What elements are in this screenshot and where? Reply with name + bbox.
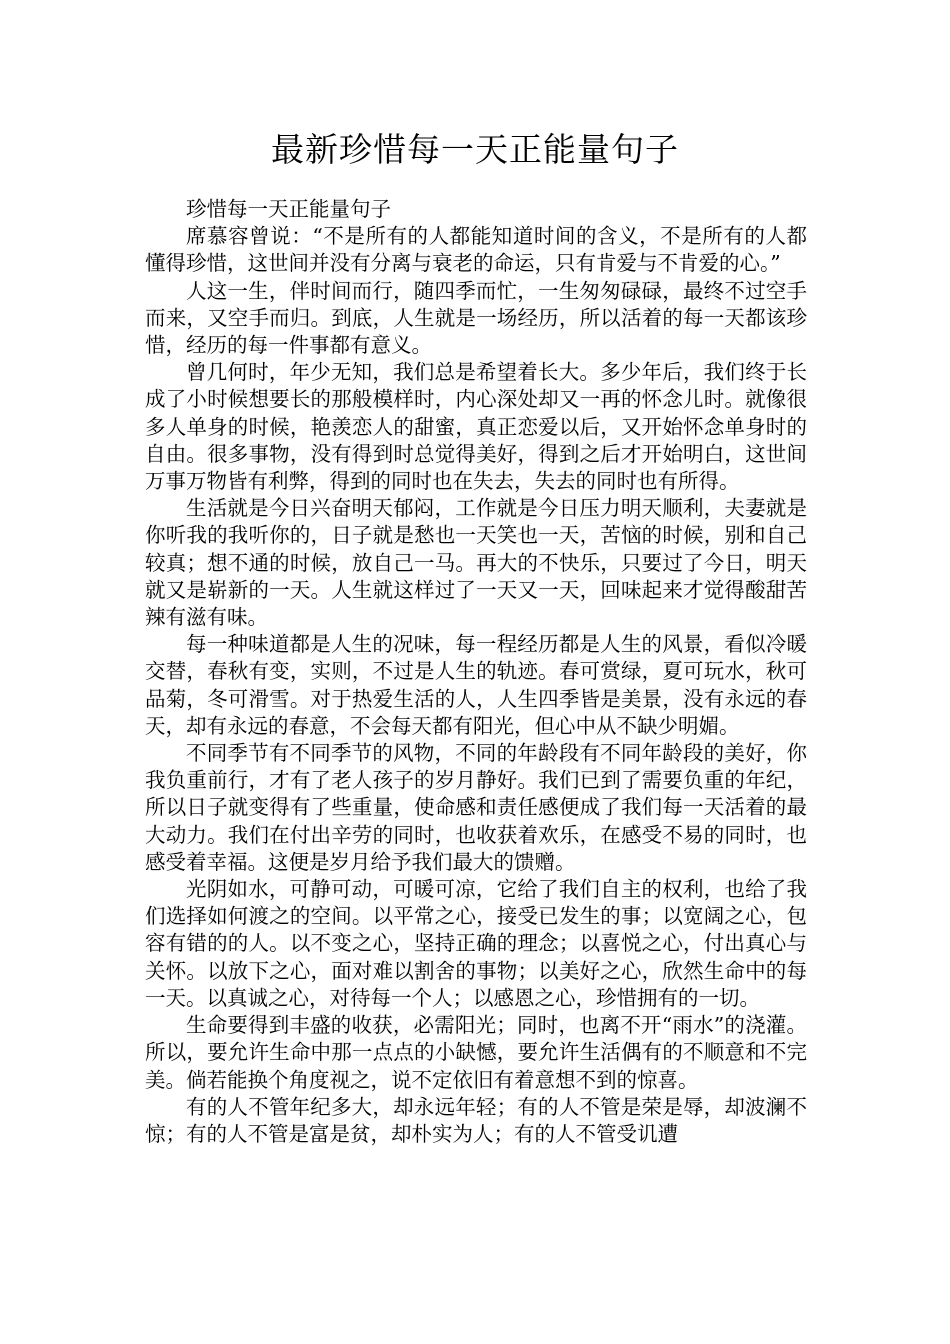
paragraph: 生命要得到丰盛的收获，必需阳光；同时，也离不开“雨水”的浇灌。所以，要允许生命中那一点点的小缺憾，要允许生活偶有的不顺意和不完美。倘若能换个角度视之，说不定依旧有着意想不到的惊喜。 — [145, 1013, 807, 1092]
paragraph: 每一种味道都是人生的况味，每一程经历都是人生的风景，看似冷暖交替，春秋有变，实则，不过是人生的轨迹。春可赏绿，夏可玩水，秋可品菊，冬可滑雪。对于热爱生活的人，人生四季皆是美景，没有永远的春天，却有永远的春意，不会每天都有阳光，但心中从不缺少明媚。 — [145, 632, 807, 738]
paragraph: 生活就是今日兴奋明天郁闷，工作就是今日压力明天顺利，夫妻就是你听我的我听你的，日子就是愁也一天笑也一天，苦恼的时候，别和自己较真；想不通的时候，放自己一马。再大的不快乐，只要过了今日，明天就又是崭新的一天。人生就这样过了一天又一天，回味起来才觉得酸甜苦辣有滋有味。 — [145, 496, 807, 630]
paragraph: 曾几何时，年少无知，我们总是希望着长大。多少年后，我们终于长成了小时候想要长的那般模样时，内心深处却又一再的怀念儿时。就像很多人单身的时候，艳羡恋人的甜蜜，真正恋爱以后，又开始怀念单身时的自由。很多事物，没有得到时总觉得美好，得到之后才开始明白，这世间万事万物皆有利弊，得到的同时也在失去，失去的同时也有所得。 — [145, 360, 807, 494]
paragraph: 不同季节有不同季节的风物，不同的年龄段有不同年龄段的美好，你我负重前行，才有了老人孩子的岁月静好。我们已到了需要负重的年纪，所以日子就变得有了些重量，使命感和责任感便成了我们每一天活着的最大动力。我们在付出辛劳的同时，也收获着欢乐，在感受不易的同时，也感受着幸福。这便是岁月给予我们最大的馈赠。 — [145, 741, 807, 874]
document-title: 最新珍惜每一天正能量句子 — [271, 130, 679, 169]
paragraph: 光阴如水，可静可动，可暖可凉，它给了我们自主的权利，也给了我们选择如何渡之的空间。以平常之心，接受已发生的事；以宽阔之心，包容有错的的人。以不变之心，坚持正确的理念；以喜悦之心，付出真心与关怀。以放下之心，面对难以割舍的事物；以美好之心，欣然生命中的每一天。以真诚之心，对待每一个人；以感恩之心，珍惜拥有的一切。 — [145, 877, 807, 1010]
paragraph: 有的人不管年纪多大，却永远年轻；有的人不管是荣是辱，却波澜不惊；有的人不管是富是贫，却朴实为人；有的人不管受讥遭 — [145, 1094, 807, 1146]
paragraph-subtitle: 珍惜每一天正能量句子 — [186, 197, 391, 221]
paragraph-quote: 席慕容曾说：“不是所有的人都能知道时间的含义，不是所有的人都懂得珍惜，这世间并没有分离与衰老的命运，只有肯爱与不肯爱的心。” — [145, 224, 807, 276]
document-body — [145, 196, 807, 1148]
paragraph: 人这一生，伴时间而行，随四季而忙，一生匆匆碌碌，最终不过空手而来，又空手而归。到底，人生就是一场经历，所以活着的每一天都该珍惜，经历的每一件事都有意义。 — [145, 278, 807, 358]
